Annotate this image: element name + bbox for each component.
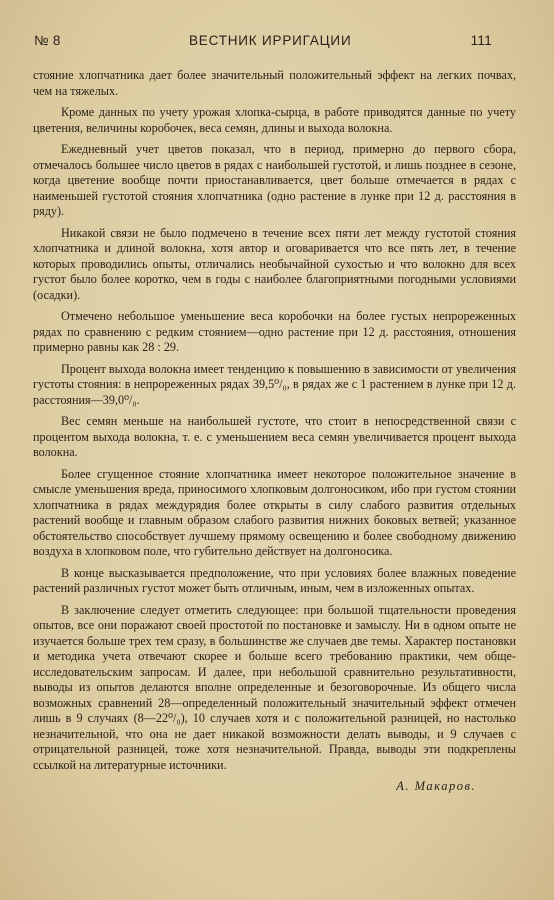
issue-number: № 8 (34, 33, 61, 48)
paragraph-4: Никакой связи не было подмечено в течение всех пяти лет между густотой стояния хлопчатника и длиной волокна, хотя автор и оговаривается что все пять лет, в течение которых проводились опыты, отличались необычайной сухостью и что волокно для всех густот было более коротко, чем в годы с наиболее благоприятными погодными условиями (осадки). (33, 225, 516, 302)
paragraph-9: В конце высказывается предположение, что при условиях более влажных поведение растений различных густот может быть отличным, иным, чем в изложенных опытах. (33, 565, 516, 595)
paragraph-5: Отмечено небольшое уменьшение веса коробочки на более густых непрореженных рядах по сравнению с редким стоянием—одно растение при 12 д. расстояния, отношения примерно равны как 28 : 29. (33, 309, 516, 354)
page-number: 111 (470, 33, 492, 48)
paragraph-8: Более сгущенное стояние хлопчатника имеет некоторое положительное значение в смысле уменьшения вреда, приносимого хлопковым долгоносиком, ибо при густом стоянии хлопчатника в рядах междурядия более открыты в силу слабого развития отдельных растений вообще и главным образом слабого развития нижних боковых ветвей; указанное обстоятельство способствует лучшему прямому освещению и более свободному движению воздуха в хлопковом поле, что губительно действует на долгоносика. (33, 466, 516, 558)
author-signature: А. Макаров. (396, 779, 476, 793)
paragraph-3: Ежедневный учет цветов показал, что в период, примерно до первого сбора, отмечалось большее число цветов в рядах с наибольшей густотой, и лишь позднее в сезоне, когда цветение вообще почти приостанавливается, цвет больше отмечается в рядах с наименьшей густотой стояния хлопчатника (одно растение в лунке при 12 д. расстояния в ряду). (33, 142, 516, 218)
article-body (33, 68, 516, 795)
paragraph-6: Процент выхода волокна имеет тенденцию к повышению в зависимости от увеличения густоты стояния: в непрореженных рядах 39,5⁰/₀, в рядах же с 1 растением в лунке при 12 д. расстояния—39,0⁰/₀. (33, 361, 516, 407)
paragraph-7: Вес семян меньше на наибольшей густоте, что стоит в непосредственной связи с процентом выхода волокна, т. е. с уменьшением веса семян увеличивается процент выхода волокна. (33, 414, 516, 459)
journal-title: ВЕСТНИК ИРРИГАЦИИ (189, 33, 352, 48)
paragraph-2: Кроме данных по учету урожая хлопка-сырца, в работе приводятся данные по учету цветения, величины коробочек, веса семян, длины и выхода волокна. (33, 105, 516, 135)
paragraph-10: В заключение следует отметить следующее: при большой тщательности проведения опытов, все они поражают своей простотой по постановке и замыслу. Ни в одном опыте не изучается больше трех тем сразу, в большинстве же случаев две темы. Характер постановки и методика учета отвечают скорее и больше всего требованию практики, чем обще-исследовательским запросам. И далее, при небольшой сравнительно результативности, выводы из опытов делаются вполне определенные и безоговорочные. Из общего числа возможных сравнений 28—определенный положительный значительный эффект отмечен лишь в 9 случаях (8—22⁰/₀), 10 случаев хотя и с положительной разницей, но настолько незначительной, что она не дает никакой возможности делать выводы, и 9 случаев с отрицательной разницей, тоже хотя незначительной. Правда, выводы эти подкреплены ссылкой на литературные источники. (33, 602, 516, 772)
paragraph-1: стояние хлопчатника дает более значительный положительный эффект на легких почвах, чем на тяжелых. (33, 68, 516, 98)
page-header (34, 33, 492, 51)
